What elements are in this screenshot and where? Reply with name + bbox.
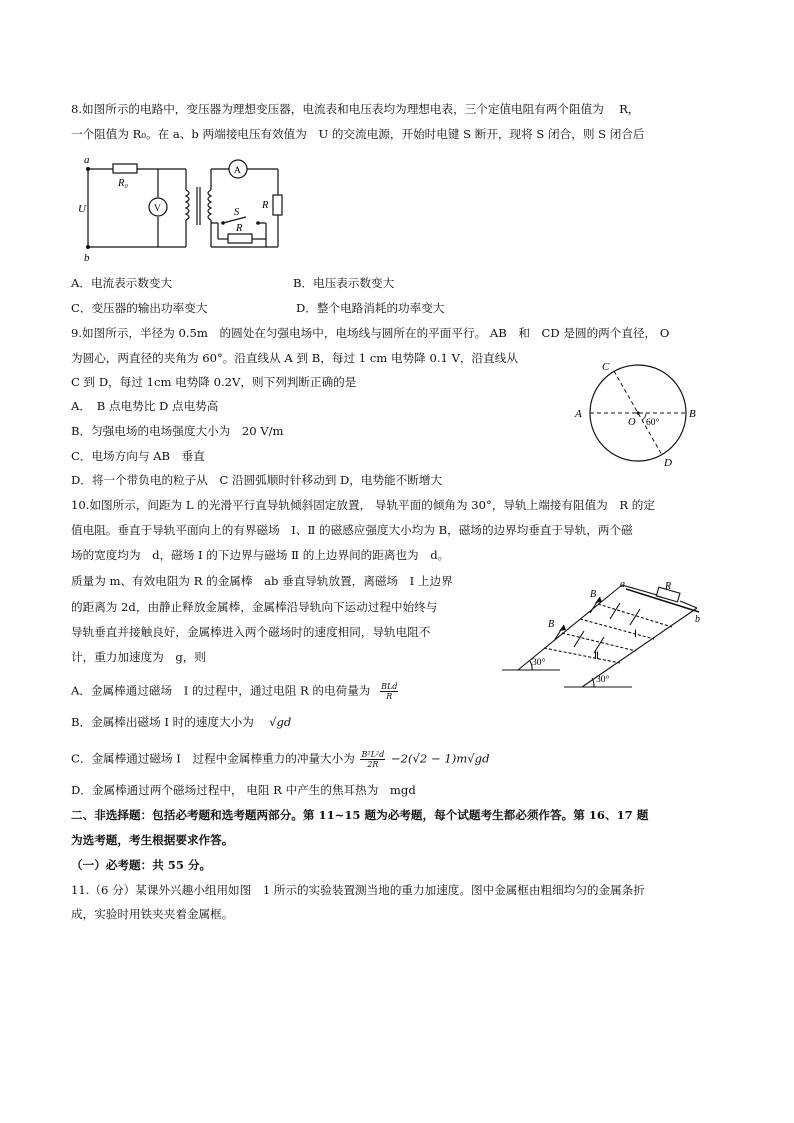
q9-option-d: D．将一个带负电的粒子从 C 沿圆弧顺时针移动到 D，电势能不断增大 (71, 473, 443, 487)
q8-label-R1: R (262, 200, 269, 211)
q10-label-B2: B (548, 619, 555, 630)
q10-line4: 质量为 m、有效电阻为 R 的金属棒 ab 垂直导轨放置，离磁场 I 上边界 (71, 574, 453, 588)
q8-option-b: B．电压表示数变大 (293, 276, 395, 290)
q9-option-a: A． B 点电势比 D 点电势高 (71, 399, 219, 413)
q10-label-angle1: 30° (532, 658, 546, 668)
q10-line1: 10.如图所示，间距为 L 的光滑平行直导轨倾斜固定放置， 导轨平面的倾角为 30°，导轨上端接有阻值为 R 的定 (71, 498, 655, 512)
q8-stem-line2: 一个阻值为 R₀。在 a、b 两端接电压有效值为 U 的交流电源，开始时电键 S 断开，现将 S 闭合，则 S 闭合后 (71, 127, 645, 141)
q10-option-c-numerator: B²L²d (361, 750, 385, 759)
q8-option-c: C．变压器的输出功率变大 (71, 301, 208, 315)
q10-option-b-text: B．金属棒出磁场 I 时的速度大小为 (71, 715, 266, 729)
section2-line2: 为选考题，考生根据要求作答。 (71, 833, 234, 847)
q8-stem-line1: 8.如图所示的电路中，变压器为理想变压器，电流表和电压表均为理想电表，三个定值电阻有两个阻值为 R， (71, 102, 640, 116)
q8-label-R0: R₀ (118, 178, 129, 189)
q9-label-A: A (575, 408, 582, 420)
q10-label-R: R (665, 581, 672, 592)
q10-option-c-text: C．金属棒通过磁场 I 过程中金属棒重力的冲量大小为 (71, 751, 355, 766)
q10-line2: 值电阻。垂直于导轨平面向上的有界磁场 Ⅰ、Ⅱ 的磁感应强度大小均为 B，磁场的边界均垂直于导轨，两个磁 (71, 523, 633, 537)
q9-label-O: O (628, 417, 636, 428)
q10-option-a-denominator: R (386, 692, 393, 701)
q10-line7: 计，重力加速度为 g，则 (71, 650, 206, 664)
q8-label-S: S (234, 207, 240, 218)
q10-line6: 导轨垂直并接触良好，金属棒进入两个磁场时的速度相同，导轨电阻不 (71, 625, 431, 639)
q10-option-c-tail: −2(√2 − 1)m√gd (390, 751, 490, 766)
q10-option-b-expr: √gd (269, 715, 292, 729)
q8-label-V: V (154, 204, 161, 214)
q10-option-d: D．金属棒通过两个磁场过程中， 电阻 R 中产生的焦耳热为 mgd (71, 783, 416, 797)
q10-label-a: a (620, 579, 625, 590)
q10-line3: 场的宽度均为 d，磁场 I 的下边界与磁场 Ⅱ 的上边界间的距离也为 d。 (71, 548, 450, 562)
q9-label-angle: 60° (646, 418, 660, 428)
q10-option-c (71, 750, 490, 769)
q10-option-a (71, 682, 398, 701)
q10-option-c-denominator: 2R (367, 760, 379, 769)
q9-label-C: C (602, 361, 610, 373)
q9-circle-figure (572, 358, 704, 470)
q8-option-a: A．电流表示数变大 (71, 276, 173, 290)
q10-label-I: Ⅰ (634, 629, 637, 640)
q8-label-b: b (84, 252, 90, 263)
q10-option-a-fraction (380, 682, 398, 701)
q9-option-b: B．匀强电场的电场强度大小为 20 V/m (71, 424, 284, 438)
q11-line2: 成，实验时用铁夹夹着金属框。 (71, 907, 234, 921)
section2-line1: 二、非选择题：包括必考题和选考题两部分。第 11~15 题为必考题，每个试题考生都必须作答。第 16、17 题 (71, 808, 649, 822)
q8-label-A: A (234, 166, 241, 176)
q10-option-a-text: A．金属棒通过磁场 I 的过程中，通过电阻 R 的电荷量为 (71, 683, 371, 698)
q8-label-a: a (84, 155, 90, 166)
q10-option-b (71, 714, 291, 730)
q9-line2: 为圆心，两直径的夹角为 60°。沿直线从 A 到 B，每过 1 cm 电势降 0.1 V，沿直线从 (71, 351, 518, 365)
q10-rails-figure (502, 575, 712, 695)
q10-label-II: Ⅱ (594, 651, 599, 662)
q8-option-d: D．整个电路消耗的功率变大 (296, 301, 445, 315)
q8-label-R2: R (236, 223, 243, 234)
q10-label-angle2: 30° (596, 675, 610, 685)
q10-option-a-numerator: BLd (381, 682, 398, 691)
q8-circuit-figure (78, 155, 296, 263)
q9-label-B: B (689, 408, 696, 420)
q10-option-c-fraction (360, 750, 385, 769)
q9-line3: C 到 D，每过 1cm 电势降 0.2V，则下列判断正确的是 (71, 375, 357, 389)
section2-subheading: （一）必考题：共 55 分。 (71, 858, 212, 872)
q10-label-b: b (695, 614, 700, 625)
q11-line1: 11.（6 分）某课外兴趣小组用如图 1 所示的实验装置测当地的重力加速度。图中金属框由粗细均匀的金属条折 (71, 883, 645, 897)
q9-option-c: C．电场方向与 AB 垂直 (71, 449, 205, 463)
q8-label-U: U (78, 203, 86, 215)
q9-label-D: D (664, 457, 672, 469)
q9-line1: 9.如图所示，半径为 0.5m 的圆处在匀强电场中，电场线与圆所在的平面平行。 AB 和 CD 是圆的两个直径， O (71, 326, 670, 340)
q10-label-B1: B (590, 589, 597, 600)
q10-line5: 的距离为 2d，由静止释放金属棒，金属棒沿导轨向下运动过程中始终与 (71, 600, 438, 614)
